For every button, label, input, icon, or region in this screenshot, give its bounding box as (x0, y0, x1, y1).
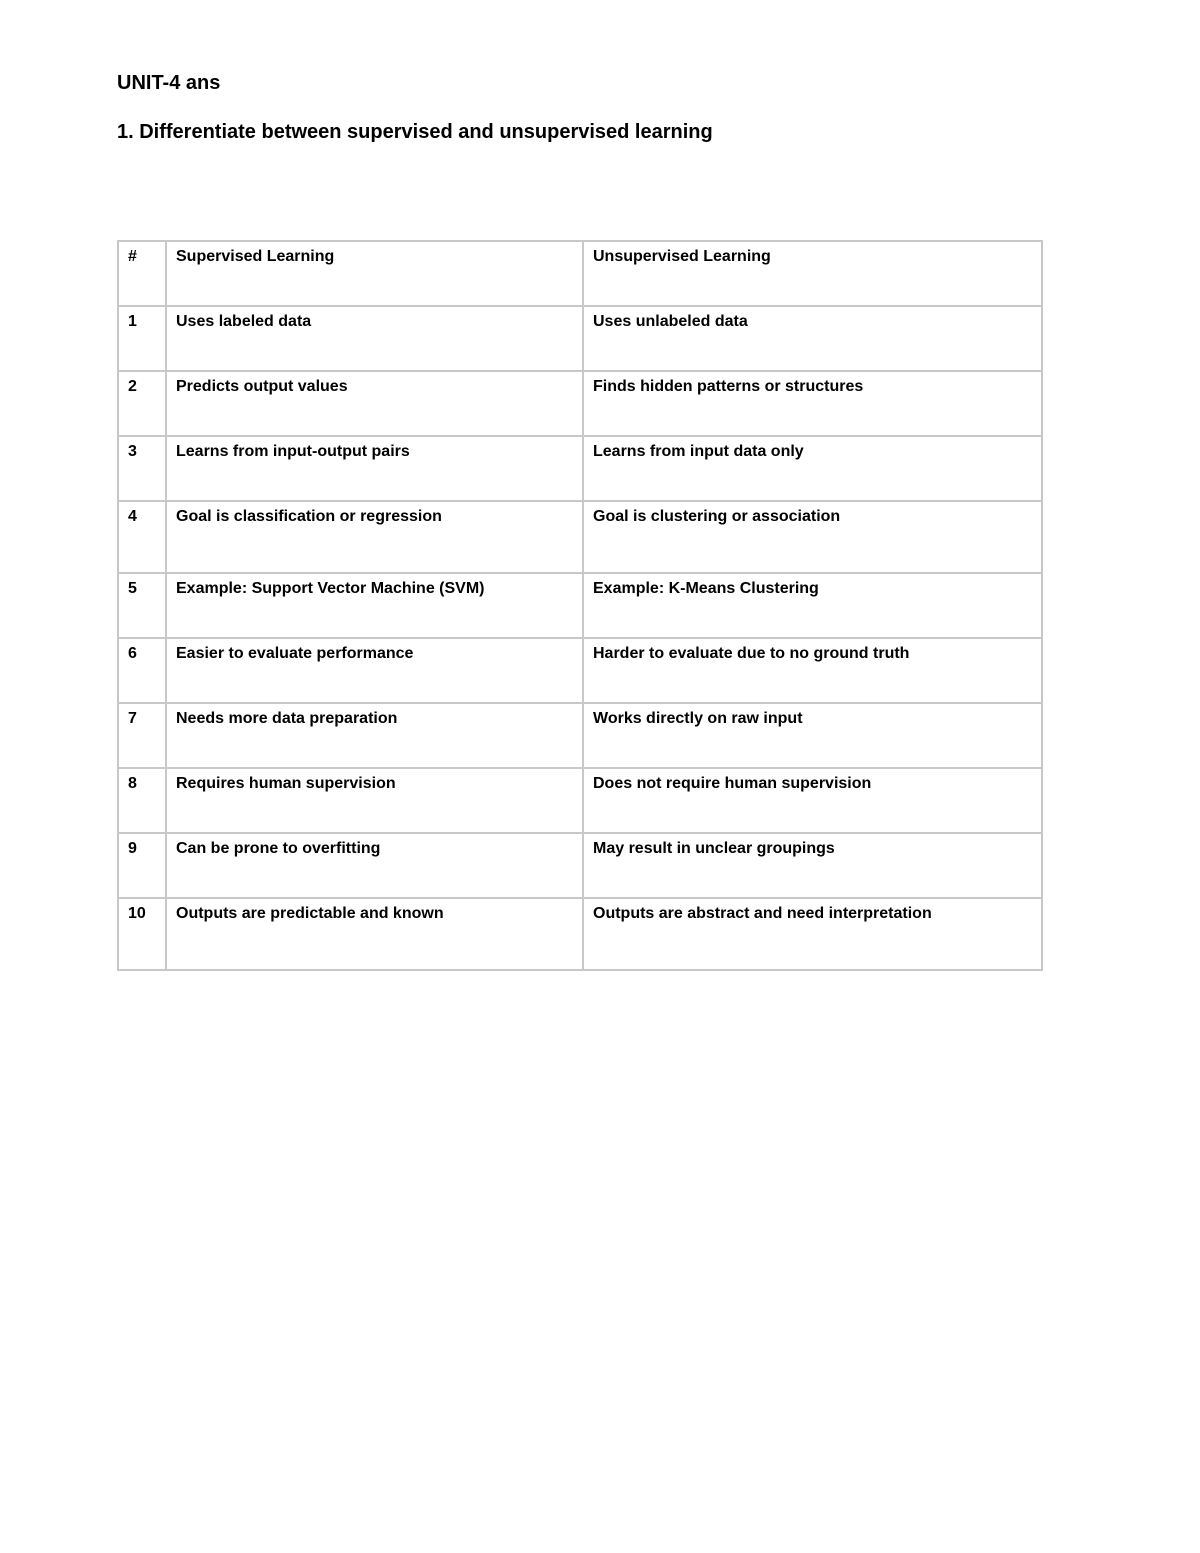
unsupervised-cell: Learns from input data only (583, 436, 1042, 501)
row-number: 2 (118, 371, 166, 436)
row-number: 6 (118, 638, 166, 703)
unsupervised-cell: Works directly on raw input (583, 703, 1042, 768)
unsupervised-cell: Does not require human supervision (583, 768, 1042, 833)
header-unsupervised: Unsupervised Learning (583, 241, 1042, 306)
row-number: 9 (118, 833, 166, 898)
supervised-cell: Outputs are predictable and known (166, 898, 583, 970)
supervised-cell: Requires human supervision (166, 768, 583, 833)
table-row (118, 371, 1042, 436)
page-heading: UNIT-4 ans (117, 72, 221, 94)
supervised-cell: Easier to evaluate performance (166, 638, 583, 703)
unsupervised-cell: Goal is clustering or association (583, 501, 1042, 573)
header-number: # (118, 241, 166, 306)
table-row (118, 306, 1042, 371)
supervised-cell: Can be prone to overfitting (166, 833, 583, 898)
table-row (118, 436, 1042, 501)
supervised-cell: Needs more data preparation (166, 703, 583, 768)
table-row (118, 833, 1042, 898)
table-row (118, 768, 1042, 833)
comparison-table (117, 240, 1043, 971)
supervised-cell: Learns from input-output pairs (166, 436, 583, 501)
row-number: 10 (118, 898, 166, 970)
supervised-cell: Predicts output values (166, 371, 583, 436)
unsupervised-cell: Harder to evaluate due to no ground truth (583, 638, 1042, 703)
row-number: 7 (118, 703, 166, 768)
supervised-cell: Example: Support Vector Machine (SVM) (166, 573, 583, 638)
question-title: 1. Differentiate between supervised and unsupervised learning (117, 121, 713, 143)
unsupervised-cell: Finds hidden patterns or structures (583, 371, 1042, 436)
row-number: 5 (118, 573, 166, 638)
row-number: 8 (118, 768, 166, 833)
table-row (118, 898, 1042, 970)
table-header-row (118, 241, 1042, 306)
row-number: 1 (118, 306, 166, 371)
unsupervised-cell: Uses unlabeled data (583, 306, 1042, 371)
row-number: 3 (118, 436, 166, 501)
table-row (118, 638, 1042, 703)
row-number: 4 (118, 501, 166, 573)
supervised-cell: Uses labeled data (166, 306, 583, 371)
supervised-cell: Goal is classification or regression (166, 501, 583, 573)
header-supervised: Supervised Learning (166, 241, 583, 306)
unsupervised-cell: Outputs are abstract and need interpretation (583, 898, 1042, 970)
table-row (118, 703, 1042, 768)
unsupervised-cell: May result in unclear groupings (583, 833, 1042, 898)
unsupervised-cell: Example: K-Means Clustering (583, 573, 1042, 638)
table-row (118, 573, 1042, 638)
table-row (118, 501, 1042, 573)
